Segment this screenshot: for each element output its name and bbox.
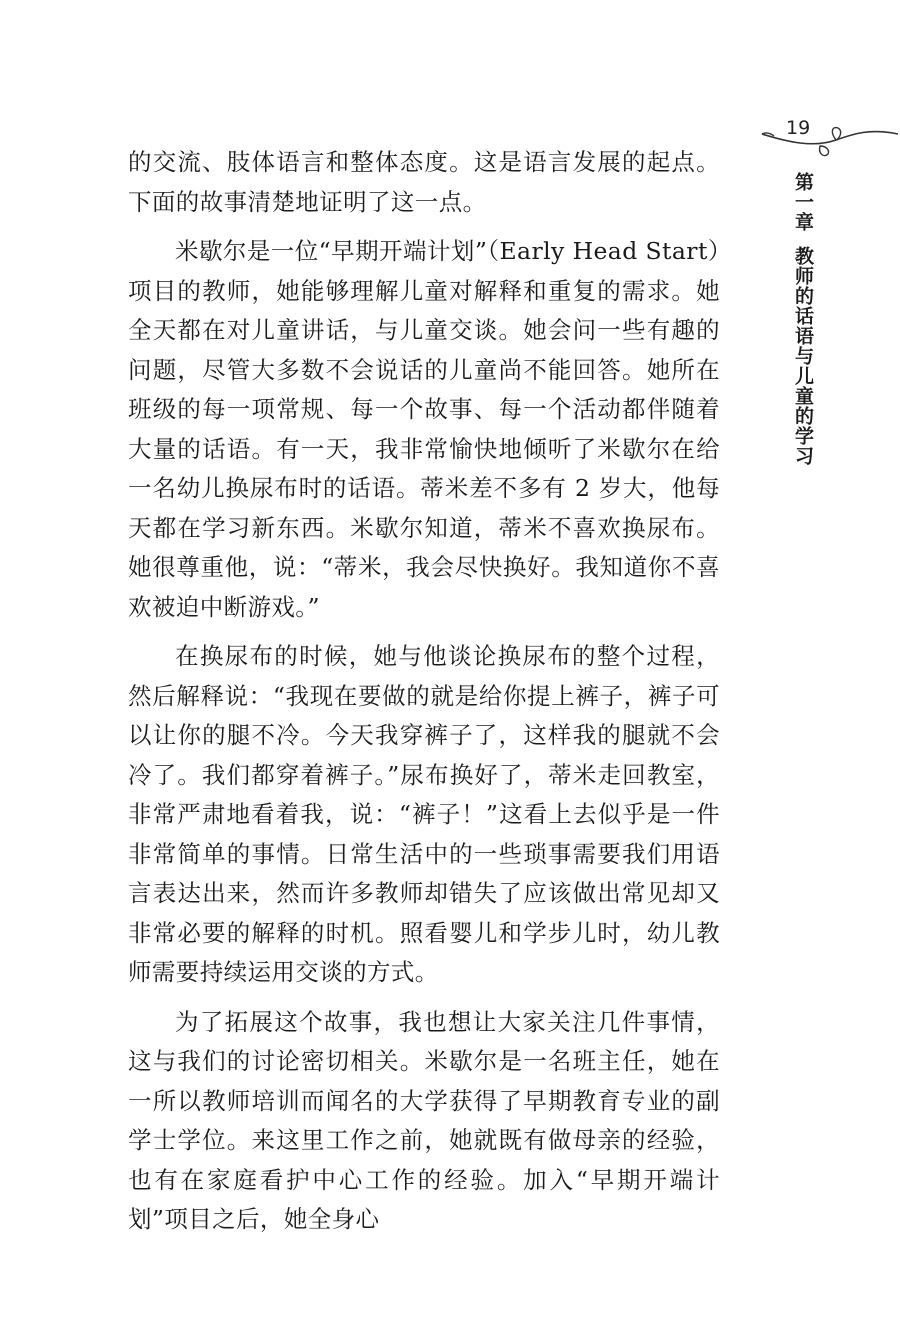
running-header [783, 172, 813, 466]
paragraph-4: 为了拓展这个故事，我也想让大家关注几件事情，这与我们的讨论密切相关。米歇尔是一名班主任，她在一所以教师培训而闻名的大学获得了早期教育专业的副学士学位。来这里工作之前，她就既有做母亲的经验，也有在家庭看护中心工作的经验。加入“早期开端计划”项目之后，她全身心 [128, 1007, 720, 1233]
body-text [128, 143, 720, 1250]
chapter-label: 第一章 [792, 172, 814, 232]
chapter-title: 教师的话语与儿童的学习 [792, 246, 814, 466]
page-number: 19 [786, 117, 811, 139]
paragraph-3: 在换尿布的时候，她与他谈论换尿布的整个过程，然后解释说：“我现在要做的就是给你提上裤子，裤子可以让你的腿不冷。今天我穿裤子了，这样我的腿就不会冷了。我们都穿着裤子。”尿布换好了，蒂米走回教室，非常严肃地看着我，说：“裤子！”这看上去似乎是一件非常简单的事情。日常生活中的一些琐事需要我们用语言表达出来，然而许多教师却错失了应该做出常见却又非常必要的解释的时机。照看婴儿和学步儿时，幼儿教师需要持续运用交谈的方式。 [128, 642, 720, 986]
paragraph-2: 米歇尔是一位“早期开端计划”（Early Head Start）项目的教师，她能够理解儿童对解释和重复的需求。她全天都在对儿童讲话，与儿童交谈。她会问一些有趣的问题，尽管大多数不会说话的儿童尚不能回答。她所在班级的每一项常规、每一个故事、每一个活动都伴随着大量的话语。有一天，我非常愉快地倾听了米歇尔在给一名幼儿换尿布时的话语。蒂米差不多有 2 岁大，他每天都在学习新东西。米歇尔知道，蒂米不喜欢换尿布。她很尊重他，说：“蒂米，我会尽快换好。我知道你不喜欢被迫中断游戏。” [128, 237, 720, 621]
vine-ornament-icon [758, 118, 900, 166]
paragraph-1: 的交流、肢体语言和整体态度。这是语言发展的起点。下面的故事清楚地证明了这一点。 [128, 148, 720, 216]
